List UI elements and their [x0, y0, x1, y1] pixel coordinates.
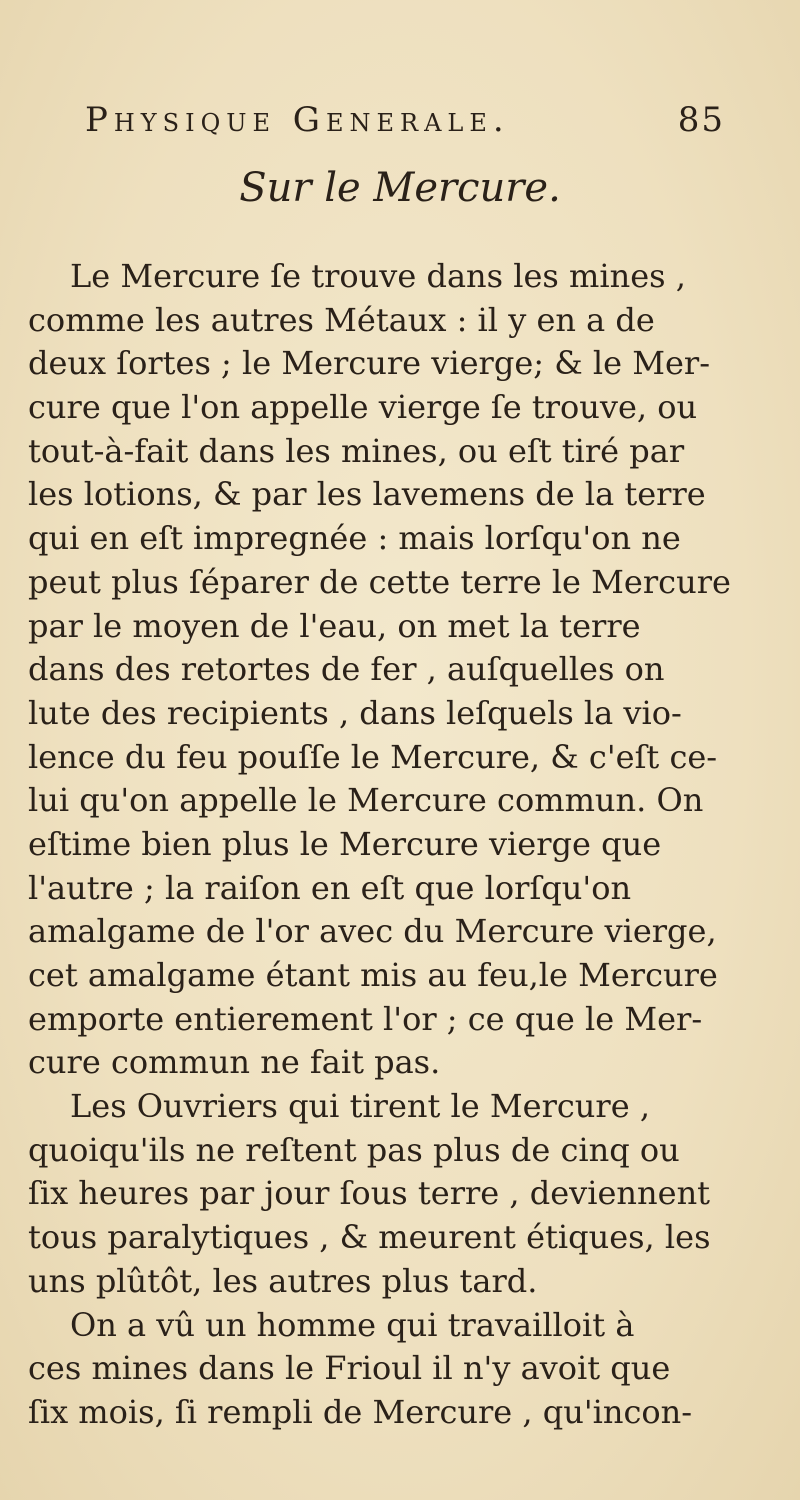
running-title: Physique Generale.: [85, 100, 510, 140]
text-line: l'autre ; la raiſon en eſt que lorſqu'on: [28, 868, 632, 907]
text-line: uns plûtôt, les autres plus tard.: [28, 1261, 538, 1300]
text-line: dans des retortes de fer , auſquelles on: [28, 650, 665, 689]
text-line: cet amalgame étant mis au feu,le Mercure: [28, 956, 718, 994]
text-line: ſix mois, ſi rempli de Mercure , qu'incon-: [28, 1392, 693, 1431]
body-text: [28, 255, 731, 1435]
text-line: ſix heures par jour ſous terre , deviennent: [28, 1174, 711, 1213]
text-line: par le moyen de l'eau, on met la terre: [28, 606, 641, 645]
text-line: tous paralytiques , & meurent étiques, les: [28, 1218, 711, 1257]
text-line: On a vû un homme qui travailloit à: [70, 1305, 635, 1344]
text-line: peut plus ſéparer de cette terre le Mercure: [28, 562, 731, 601]
text-line: lute des recipients , dans leſquels la vio-: [28, 693, 682, 732]
text-line: emporte entierement l'or ; ce que le Mer-: [28, 999, 703, 1038]
section-title: Sur le Mercure.: [239, 165, 561, 211]
text-line: cure que l'on appelle vierge ſe trouve, ou: [28, 388, 698, 427]
text-line: ces mines dans le Frioul il n'y avoit que: [28, 1349, 671, 1388]
text-line: tout-à-fait dans les mines, ou eſt tiré par: [28, 431, 685, 470]
text-line: lence du feu pouſſe le Mercure, & c'eſt ce-: [28, 737, 718, 776]
text-line: quoiqu'ils ne reſtent pas plus de cinq ou: [28, 1130, 680, 1169]
page-number: 85: [677, 100, 725, 140]
text-line: cure commun ne fait pas.: [28, 1043, 441, 1082]
text-line: comme les autres Métaux : il y en a de: [28, 300, 655, 339]
text-line: eſtime bien plus le Mercure vierge que: [28, 824, 662, 863]
running-header: [85, 96, 725, 144]
text-line: les lotions, & par les lavemens de la terre: [28, 475, 706, 514]
text-line: Les Ouvriers qui tirent le Mercure ,: [70, 1087, 650, 1126]
text-line: Le Mercure ſe trouve dans les mines ,: [70, 257, 686, 295]
text-line: amalgame de l'or avec du Mercure vierge,: [28, 912, 717, 951]
text-line: lui qu'on appelle le Mercure commun. On: [28, 781, 704, 820]
text-line: deux ſortes ; le Mercure vierge; & le Mer-: [28, 344, 711, 383]
text-line: qui en eſt impregnée : mais lorſqu'on ne: [28, 519, 681, 558]
